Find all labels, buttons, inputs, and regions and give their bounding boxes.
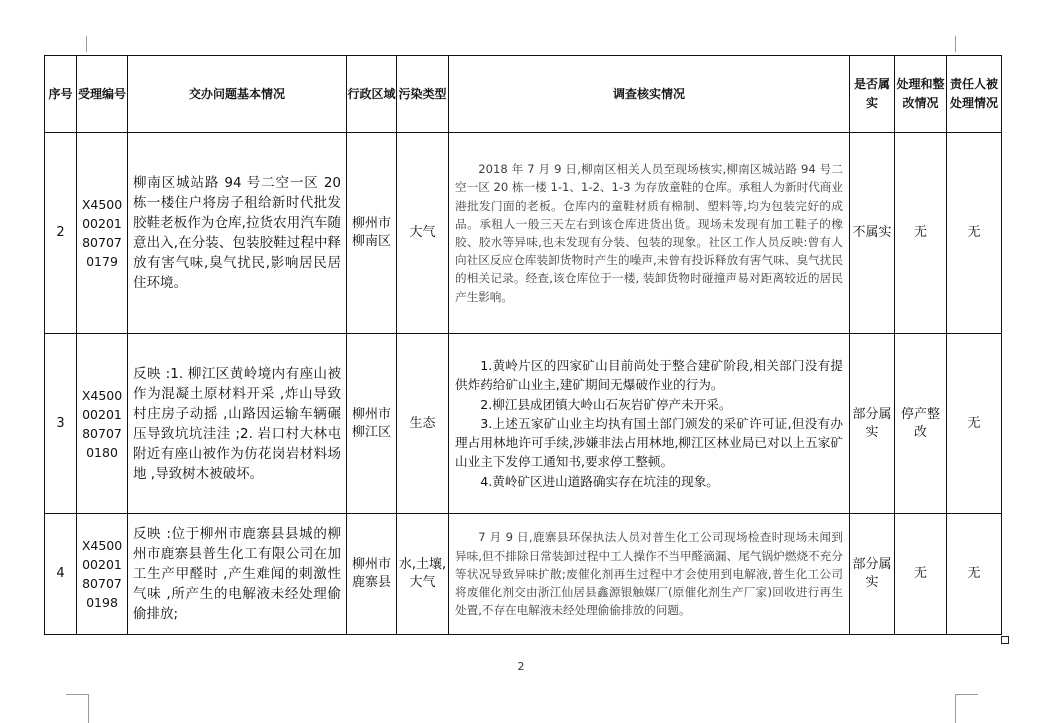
code-text: X4500 00201 80707 0179 bbox=[81, 197, 123, 269]
investigation-paragraph: 2018 年 7 月 9 日,柳南区相关人员至现场核实,柳南区城站路 94 号二空一区 20 栋一楼 1-1、1-2、1-3 为存放童鞋的仓库。承租人为新时代商业港批发门面的老板。仓库内的童鞋材质有棉制、塑料等,均为包装完好的成品。承租人一般三天左右到该仓库进货出货。现场未发现有加工鞋子的橡胶、胶水等异味,也未发现有分装、包装的现象。社区工作人员反映:曾有人向社区反应仓库装卸货物时产生的噪声,未曾有投诉释放有害气味、臭气扰民的相关记录。经查,该仓库位于一楼, 装卸货物时碰撞声易对距离较近的居民产生影响。 bbox=[455, 162, 843, 304]
crop-mark-top-right bbox=[955, 36, 956, 52]
cell-code bbox=[77, 334, 128, 514]
header-verified: 是否属实 bbox=[850, 56, 895, 133]
cell-basic: 反映 :位于柳州市鹿寨县县城的柳州市鹿寨县普生化工有限公司在加工生产甲醛时 ,产生难闻的刺激性气味 ,所产生的电解液未经处理偷偷排放; bbox=[128, 514, 347, 635]
table-header-row bbox=[45, 56, 1002, 133]
cell-verified: 不属实 bbox=[850, 133, 895, 334]
cell-seq: 4 bbox=[45, 514, 77, 635]
cell-pollution: 水,土壤,大气 bbox=[397, 514, 449, 635]
header-handling: 处理和整改情况 bbox=[895, 56, 947, 133]
cell-basic: 反映 :1. 柳江区黄岭境内有座山被作为混凝土原材料开采 ,炸山导致村庄房子动摇 ,山路因运输车辆碾压导致坑坑洼洼 ;2. 岩口村大林屯附近有座山被作为仿花岗岩材料场地 ,导致树木被破坏。 bbox=[128, 334, 347, 514]
header-region: 行政区域 bbox=[347, 56, 397, 133]
table-row bbox=[45, 334, 1002, 514]
cell-seq: 3 bbox=[45, 334, 77, 514]
header-basic: 交办问题基本情况 bbox=[128, 56, 347, 133]
header-accountability: 责任人被处理情况 bbox=[947, 56, 1002, 133]
investigation-paragraph: 3.上述五家矿山业主均执有国土部门颁发的采矿许可证,但没有办理占用林地许可手续,涉嫌非法占用林地,柳江区林业局已对以上五家矿山业主下发停工通知书,要求停工整顿。 bbox=[455, 415, 843, 470]
cell-pollution: 大气 bbox=[397, 133, 449, 334]
table-row bbox=[45, 514, 1002, 635]
investigation-paragraph: 1.黄岭片区的四家矿山目前尚处于整合建矿阶段,相关部门没有提供炸药给矿山业主,建矿期间无爆破作业的行为。 bbox=[455, 358, 843, 393]
cell-handling: 无 bbox=[895, 514, 947, 635]
table-row bbox=[45, 133, 1002, 334]
cell-basic: 柳南区城站路 94 号二空一区 20 栋一楼住户将房子租给新时代批发胶鞋老板作为仓库,拉货农用汽车随意出入,在分装、包装胶鞋过程中释放有害气味,臭气扰民,影响居民居住环境。 bbox=[128, 133, 347, 334]
cell-region: 柳州市鹿寨县 bbox=[347, 514, 397, 635]
table-resize-handle[interactable] bbox=[1001, 636, 1009, 644]
crop-mark-top-left bbox=[86, 36, 87, 52]
header-pollution: 污染类型 bbox=[397, 56, 449, 133]
cell-region: 柳州市柳南区 bbox=[347, 133, 397, 334]
cell-code bbox=[77, 514, 128, 635]
cell-accountability: 无 bbox=[947, 334, 1002, 514]
cell-seq: 2 bbox=[45, 133, 77, 334]
cell-investigation bbox=[449, 514, 850, 635]
cell-region: 柳州市柳江区 bbox=[347, 334, 397, 514]
cell-handling: 停产整改 bbox=[895, 334, 947, 514]
cell-investigation bbox=[449, 133, 850, 334]
header-seq: 序号 bbox=[45, 56, 77, 133]
cell-accountability: 无 bbox=[947, 133, 1002, 334]
crop-mark-bottom-right bbox=[955, 694, 978, 723]
cell-pollution: 生态 bbox=[397, 334, 449, 514]
code-text: X4500 00201 80707 0180 bbox=[81, 387, 123, 460]
cell-accountability: 无 bbox=[947, 514, 1002, 635]
header-investigation: 调查核实情况 bbox=[449, 56, 850, 133]
header-code: 受理编号 bbox=[77, 56, 128, 133]
cell-verified: 部分属实 bbox=[850, 334, 895, 514]
cell-code bbox=[77, 133, 128, 334]
cell-handling: 无 bbox=[895, 133, 947, 334]
cell-verified: 部分属实 bbox=[850, 514, 895, 635]
investigation-paragraph: 2.柳江县成团镇大岭山石灰岩矿停产未开采。 bbox=[480, 396, 732, 412]
investigation-paragraph: 7 月 9 日,鹿寨县环保执法人员对普生化工公司现场检查时现场未闻到异味,但不排除日常装卸过程中工人操作不当甲醛滴漏、尾气锅炉燃烧不充分等状况导致异味扩散;废催化剂再生过程中才会使用到电解液,普生化工公司将废催化剂交由浙江仙居县鑫源银触媒厂(原催化剂生产厂家)回收进行再生处置,不存在电解液未经处理偷偷排放的问题。 bbox=[455, 530, 843, 618]
complaint-table bbox=[44, 55, 1002, 635]
code-text: X4500 00201 80707 0198 bbox=[81, 538, 123, 610]
page-number: 2 bbox=[517, 660, 525, 673]
investigation-paragraph: 4.黄岭矿区进山道路确实存在坑洼的现象。 bbox=[480, 473, 719, 489]
cell-investigation bbox=[449, 334, 850, 514]
crop-mark-bottom-left bbox=[66, 694, 89, 723]
